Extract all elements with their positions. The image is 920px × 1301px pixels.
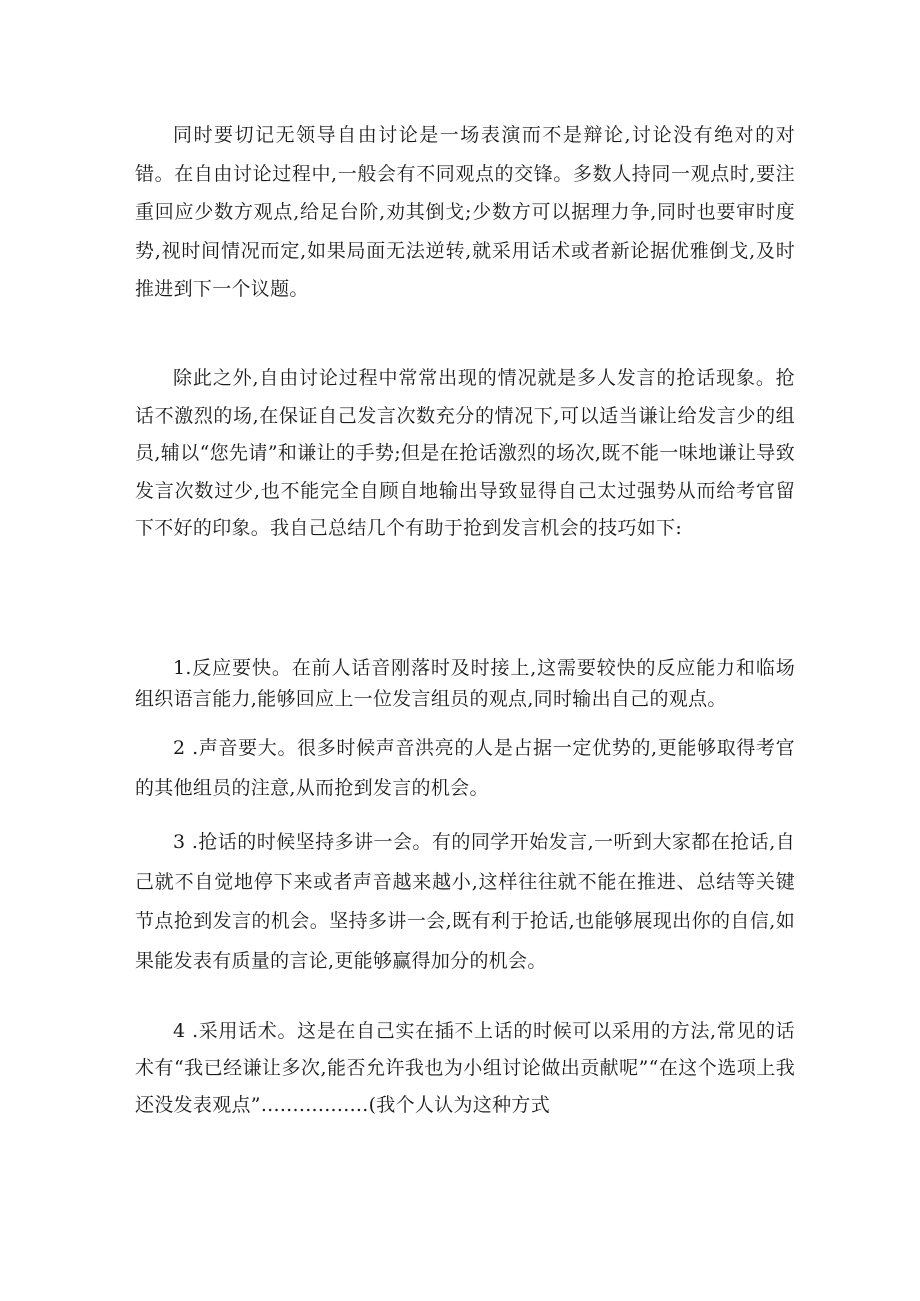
paragraph-tip-4-use-phrasing: 4 .采用话术。这是在自己实在插不上话的时候可以采用的方法,常见的话术有“我已经谦让多次,能否允许我也为小组讨论做出贡献呢”“在这个选项上我还没发表观点”.................(我个人认为这种方式 xyxy=(135,1020,795,1116)
paragraph-free-discussion-tips: 同时要切记无领导自由讨论是一场表演而不是辩论,讨论没有绝对的对错。在自由讨论过程中,一般会有不同观点的交锋。多数人持同一观点时,要注重回应少数方观点,给足台阶,劝其倒戈;少数方可以据理力争,同时也要审时度势,视时间情况而定,如果局面无法逆转,就采用话术或者新论据优雅倒戈,及时推进到下一个议题。 xyxy=(135,124,795,300)
paragraph-tip-3-keep-speaking: 3 .抢话的时候坚持多讲一会。有的同学开始发言,一听到大家都在抢话,自己就不自觉地停下来或者声音越来越小,这样往往就不能在推进、总结等关键节点抢到发言的机会。坚持多讲一会,既有利于抢话,也能够展现出你的自信,如果能发表有质量的言论,更能够赢得加分的机会。 xyxy=(135,831,795,972)
paragraph-tip-1-react-fast: 1.反应要快。在前人话音刚落时及时接上,这需要较快的反应能力和临场组织语言能力,能够回应上一位发言组员的观点,同时输出自己的观点。 xyxy=(135,657,795,710)
paragraph-interruption-phenomenon: 除此之外,自由讨论过程中常常出现的情况就是多人发言的抢话现象。抢话不激烈的场,在保证自己发言次数充分的情况下,可以适当谦让给发言少的组员,辅以“您先请”和谦让的手势;但是在抢话激烈的场次,既不能一味地谦让导致发言次数过少,也不能完全自顾自地输出导致显得自己太过强势从而给考官留下不好的印象。我自己总结几个有助于抢到发言机会的技巧如下: xyxy=(135,367,795,539)
paragraph-tip-2-speak-loud: 2 .声音要大。很多时候声音洪亮的人是占据一定优势的,更能够取得考官的其他组员的注意,从而抢到发言的机会。 xyxy=(135,737,795,799)
